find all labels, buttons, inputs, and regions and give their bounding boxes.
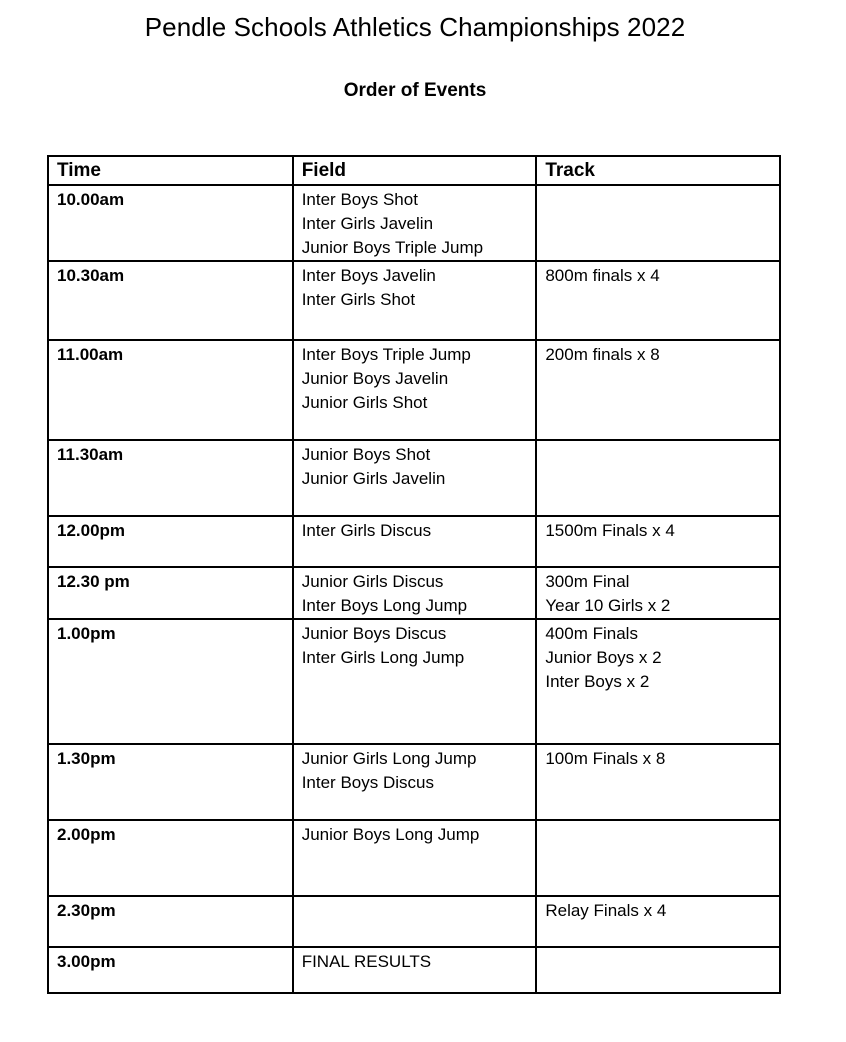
table-header-row bbox=[48, 156, 780, 185]
field-event: Inter Girls Javelin bbox=[301, 214, 434, 233]
field-cell bbox=[293, 744, 537, 820]
track-cell bbox=[536, 567, 780, 619]
field-cell bbox=[293, 340, 537, 440]
field-event: Junior Girls Long Jump bbox=[301, 749, 477, 768]
track-cell bbox=[536, 896, 780, 947]
track-event: 100m Finals x 8 bbox=[545, 749, 666, 768]
order-of-events-table bbox=[47, 155, 781, 994]
track-cell bbox=[536, 619, 780, 744]
field-cell bbox=[293, 261, 537, 340]
time-cell: 12.30 pm bbox=[48, 567, 293, 619]
track-cell bbox=[536, 340, 780, 440]
table-row bbox=[48, 261, 780, 340]
field-cell bbox=[293, 185, 537, 261]
table-row bbox=[48, 185, 780, 261]
track-cell bbox=[536, 185, 780, 261]
field-cell bbox=[293, 820, 537, 896]
field-cell bbox=[293, 896, 537, 947]
table-row bbox=[48, 567, 780, 619]
track-cell bbox=[536, 744, 780, 820]
field-event: Inter Boys Long Jump bbox=[301, 596, 468, 615]
time-cell: 2.30pm bbox=[48, 896, 293, 947]
field-event: FINAL RESULTS bbox=[301, 952, 432, 971]
time-cell: 1.00pm bbox=[48, 619, 293, 744]
field-event: Junior Boys Javelin bbox=[301, 369, 449, 388]
field-event: Junior Boys Triple Jump bbox=[301, 238, 484, 257]
time-cell: 2.00pm bbox=[48, 820, 293, 896]
time-cell: 10.00am bbox=[48, 185, 293, 261]
field-event: Junior Boys Long Jump bbox=[301, 825, 480, 844]
track-event: Relay Finals x 4 bbox=[545, 901, 667, 920]
field-cell bbox=[293, 567, 537, 619]
track-event: Junior Boys x 2 bbox=[545, 648, 662, 667]
track-cell bbox=[536, 440, 780, 516]
field-event: Junior Boys Shot bbox=[301, 445, 431, 464]
time-cell: 11.00am bbox=[48, 340, 293, 440]
field-event: Junior Boys Discus bbox=[301, 624, 447, 643]
field-event: Inter Boys Javelin bbox=[301, 266, 436, 285]
track-event: 800m finals x 4 bbox=[545, 266, 660, 285]
track-event: Inter Boys x 2 bbox=[545, 672, 650, 691]
field-cell bbox=[293, 516, 537, 567]
table-row bbox=[48, 340, 780, 440]
document-title: Pendle Schools Athletics Championships 2022 bbox=[144, 12, 686, 42]
field-event: Inter Girls Shot bbox=[301, 290, 416, 309]
track-event: 300m Final bbox=[545, 572, 630, 591]
track-cell bbox=[536, 820, 780, 896]
field-event: Junior Girls Shot bbox=[301, 393, 428, 412]
time-cell: 12.00pm bbox=[48, 516, 293, 567]
header-time: Time bbox=[48, 156, 293, 185]
document-subtitle: Order of Events bbox=[343, 80, 487, 101]
track-event: 400m Finals bbox=[545, 624, 638, 643]
field-event: Junior Girls Discus bbox=[301, 572, 444, 591]
time-cell: 10.30am bbox=[48, 261, 293, 340]
track-cell bbox=[536, 261, 780, 340]
track-event: 1500m Finals x 4 bbox=[545, 521, 675, 540]
time-cell: 3.00pm bbox=[48, 947, 293, 993]
track-event: Year 10 Girls x 2 bbox=[545, 596, 671, 615]
field-event: Inter Boys Shot bbox=[301, 190, 418, 209]
time-cell: 11.30am bbox=[48, 440, 293, 516]
table-row bbox=[48, 516, 780, 567]
header-track: Track bbox=[536, 156, 780, 185]
track-cell bbox=[536, 516, 780, 567]
field-cell bbox=[293, 947, 537, 993]
track-cell bbox=[536, 947, 780, 993]
field-event: Inter Girls Long Jump bbox=[301, 648, 465, 667]
field-event: Inter Boys Triple Jump bbox=[301, 345, 471, 364]
field-cell bbox=[293, 440, 537, 516]
header-field: Field bbox=[293, 156, 537, 185]
track-event: 200m finals x 8 bbox=[545, 345, 660, 364]
table-row bbox=[48, 896, 780, 947]
field-cell bbox=[293, 619, 537, 744]
field-event: Inter Boys Discus bbox=[301, 773, 434, 792]
time-cell: 1.30pm bbox=[48, 744, 293, 820]
table-row bbox=[48, 440, 780, 516]
table-row bbox=[48, 619, 780, 744]
field-event: Junior Girls Javelin bbox=[301, 469, 446, 488]
table-row bbox=[48, 744, 780, 820]
field-event: Inter Girls Discus bbox=[301, 521, 432, 540]
table-row bbox=[48, 947, 780, 993]
table-row bbox=[48, 820, 780, 896]
